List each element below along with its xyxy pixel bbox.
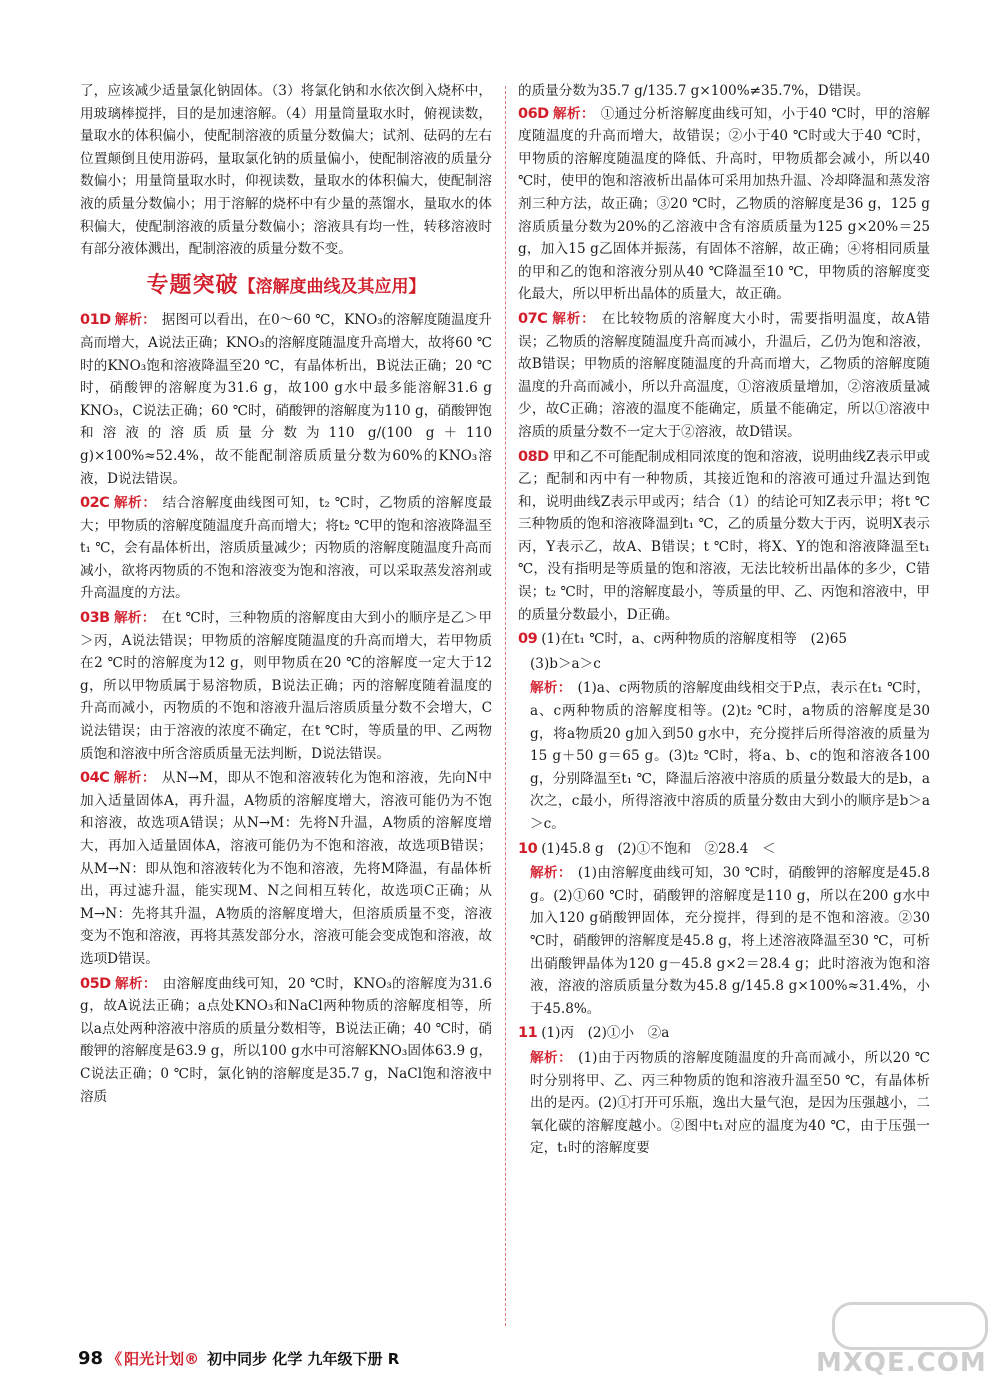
- analysis-label: 解析：: [530, 865, 572, 882]
- analysis-label: 解析：: [551, 310, 596, 327]
- section-title: 专题突破: [146, 272, 239, 298]
- analysis-label: 解析：: [113, 610, 156, 627]
- answer-text: 据图可以看出，在0～60 ℃，KNO₃的溶解度随温度升高而增大，A说法正确；KNO₃的溶解度随温度升高增大，故将60 ℃时的KNO₃饱和溶液降温至20 ℃，有晶体析出，B说法正确；20 ℃时，硝酸钾的溶解度为31.6 g，故100 g水中最多能溶解31.6 g KNO₃，C说法正确；60 ℃时，硝酸钾的溶解度为110 g，硝酸钾饱和溶液的溶质质量分数为110 g/(100 g＋110 g)×100%≈52.4%，故不能配制溶质质量分数为60%的KNO₃溶液，D说法错误。: [80, 312, 493, 487]
- analysis-label: 解析：: [114, 975, 157, 992]
- answer-item: [518, 103, 930, 306]
- answer-text: (3)b＞a＞c: [530, 655, 601, 672]
- answer-item: [518, 677, 930, 835]
- answer-number: 06D: [518, 105, 549, 122]
- column-divider: [505, 86, 506, 1326]
- brand-name: 阳光计划®: [124, 1350, 200, 1368]
- watermark-text: MXQE.COM: [816, 1348, 987, 1378]
- answer-number: 08D: [518, 448, 549, 465]
- book-info: 初中同步 化学 九年级下册 R: [207, 1350, 400, 1368]
- section-heading: [80, 272, 492, 300]
- watermark-badge-icon: [832, 1302, 988, 1350]
- answer-text: 在比较物质的溶解度大小时，需要指明温度，故A错误；乙物质的溶解度随温度升高而减小，升温后，乙仍为饱和溶液，故B错误；甲物质的溶解度随温度的升高而增大，乙物质的溶解度随温度的升高而减小，所以升高温度，①溶液质量增加，②溶液质量减少，故C正确；溶液的温度不能确定，质量不能确定，所以①溶液中溶质的质量分数不一定大于②溶液，故D错误。: [518, 310, 930, 440]
- analysis-label: 解析：: [530, 1049, 573, 1066]
- answer-number: 09: [518, 631, 538, 648]
- answer-number: 10: [518, 840, 538, 857]
- analysis-label: 解析：: [114, 312, 156, 329]
- answer-number: 03B: [80, 610, 110, 627]
- answer-number: 04C: [80, 770, 110, 787]
- answer-number: 02C: [80, 495, 110, 512]
- analysis-label: 解析：: [113, 770, 156, 787]
- answer-text: (1)丙 (2)①小 ②a: [541, 1025, 670, 1042]
- answer-text: ①通过分析溶解度曲线可知，小于40 ℃时，甲的溶解度随温度的升高而增大，故错误；②小于40 ℃时或大于40 ℃时，甲物质的溶解度随温度的降低、升高时，甲物质都会减小，所以40 ℃时，使甲的饱和溶液析出晶体可采用加热升温、冷却降温和蒸发溶剂三种方法，故正确；③20 ℃时，乙物质的溶解度是36 g，125 g溶质质量分数为20%的乙溶液中含有溶质质量为125 g×20%＝25 g，加入15 g乙固体并振荡，有固体不溶解，故正确；④将相同质量的甲和乙的饱和溶液分别从40 ℃降温至10 ℃，甲物质的溶解度变化最大，所以甲析出晶体的质量大，故正确。: [518, 105, 930, 303]
- answer-text: 从N→M，即从不饱和溶液转化为饱和溶液，先向N中加入适量固体A，再升温，A物质的溶解度增大，溶液可能仍为不饱和溶液，故选项A错误；从N→M：先将N升温，A物质的溶解度增大，再加入适量固体A，溶液可能仍为不饱和溶液，故选项B错误；从M→N：即从饱和溶液转化为不饱和溶液，先将M降温，有晶体析出，再过滤升温，能实现M、N之间相互转化，故选项C正确；从M→N：先将其升温，A物质的溶解度增大，但溶质质量不变，溶液变为不饱和溶液，再将其蒸发部分水，溶液可能会变成饱和溶液，故选项D错误。: [80, 770, 492, 967]
- answer-item: [518, 628, 930, 651]
- answer-text: (1)a、c两物质的溶解度曲线相交于P点，表示在t₁ ℃时，a、c两种物质的溶解度相等。(2)t₂ ℃时，a物质的溶解度是30 g，将a物质20 g加入到50 g水中，充分搅拌后所得溶液的质量为15 g＋50 g＝65 g。(3)t₂ ℃时，将a、b、c的饱和溶液各100 g，分别降温至t₁ ℃，降温后溶液中溶质的质量分数最大的是b，a次之，c最小，所得溶液中溶质的质量分数由大到小的顺序是b＞a＞c。: [530, 680, 931, 832]
- watermark-logo: [812, 1300, 998, 1384]
- right-column: [518, 80, 930, 1162]
- answer-item: [80, 767, 492, 970]
- answer-item: [80, 607, 492, 765]
- continued-paragraph: 了，应该减少适量氯化钠固体。（3）将氯化钠和水依次倒入烧杯中，用玻璃棒搅拌，目的是加速溶解。（4）用量筒量取水时，俯视读数，量取水的体积偏小，使配制溶液的质量分数偏大；试剂、砝码的左右位置颠倒且使用游码，量取氯化钠的质量偏小，使配制溶液的质量分数偏小；用量筒量取水时，仰视读数，量取水的体积偏大，使配制溶液的质量分数偏小；用于溶解的烧杯中有少量的蒸馏水，量取水的体积偏大，使配制溶液的质量分数偏小；溶液具有均一性，转移溶液时有部分液体溅出，配制溶液的质量分数不变。: [80, 83, 492, 258]
- double-chevron-icon: 《: [107, 1350, 123, 1368]
- answer-number: 01D: [80, 312, 111, 329]
- answer-text: (1)在t₁ ℃时，a、c两种物质的溶解度相等 (2)65: [541, 631, 848, 648]
- answer-item: [80, 492, 492, 605]
- answer-item: [518, 838, 930, 861]
- answer-number: 05D: [80, 975, 111, 992]
- answer-text: 结合溶解度曲线图可知，t₂ ℃时，乙物质的溶解度最大；甲物质的溶解度随温度升高而增大；将t₂ ℃甲的饱和溶液降温至t₁ ℃，会有晶体析出，溶质质量减少；丙物质的溶解度随温度升高而减小，欲将丙物质的不饱和溶液变为饱和溶液，可以采取蒸发溶剂或升高温度的方法。: [80, 495, 492, 602]
- answer-number: 11: [518, 1025, 538, 1042]
- page-number: 98: [78, 1348, 104, 1369]
- analysis-label: 解析：: [113, 495, 157, 512]
- answer-item: [80, 973, 492, 1109]
- answer-item: [518, 862, 930, 1020]
- left-column: [80, 80, 492, 1110]
- answer-item: [80, 309, 492, 490]
- analysis-label: 解析：: [530, 680, 572, 697]
- answer-item: [518, 446, 930, 627]
- answer-text: (1)由溶解度曲线可知，30 ℃时，硝酸钾的溶解度是45.8 g。(2)①60 ℃时，硝酸钾的溶解度是110 g，所以在200 g水中加入120 g硝酸钾固体，充分搅拌，得到的是不饱和溶液。②30 ℃时，硝酸钾的溶解度是45.8 g，将上述溶液降温至30 ℃，可析出硝酸钾晶体为120 g－45.8 g×2＝28.4 g；此时溶液为饱和溶液，溶液的溶质质量分数为45.8 g/145.8 g×100%≈31.4%，小于45.8%。: [530, 865, 930, 1017]
- answer-text: (1)45.8 g (2)①不饱和 ②28.4 ＜: [541, 840, 776, 857]
- answer-item: [518, 308, 930, 444]
- section-subtitle: 【溶解度曲线及其应用】: [238, 276, 426, 297]
- answer-text: 甲和乙不可能配制成相同浓度的饱和溶液，说明曲线Z表示甲或乙；配制和丙中有一种物质，其接近饱和的溶液可通过升温达到饱和，说明曲线Z表示甲或丙；结合（1）的结论可知Z表示甲；将t ℃三种物质的饱和溶液降温到t₁ ℃，乙的质量分数大于丙，说明X表示丙，Y表示乙，故A、B错误；t ℃时，将X、Y的饱和溶液降温至t₁ ℃，没有指明是等质量的饱和溶液，无法比较析出晶体的多少，C错误；t₂ ℃时，甲的溶解度最小，等质量的甲、乙、丙饱和溶液中，甲的质量分数最小，D正确。: [518, 448, 930, 623]
- left-answer-list: [80, 309, 492, 1108]
- answer-item: [518, 1047, 930, 1160]
- answer-text: 在t ℃时，三种物质的溶解度由大到小的顺序是乙＞甲＞丙，A说法错误；甲物质的溶解度随温度的升高而增大，若甲物质在2 ℃时的溶解度为12 g，则甲物质在20 ℃的溶解度一定大于12 g，所以甲物质属于易溶物质，B说法正确；丙的溶解度随着温度的升高而减小，丙物质的不饱和溶液升温后溶质质量分数不会增大，C说法错误；由于溶液的浓度不确定，在t ℃时，等质量的甲、乙两物质饱和溶液中所含溶质质量无法判断，D说法错误。: [80, 610, 492, 762]
- continued-answer: 的质量分数为35.7 g/135.7 g×100%≠35.7%，D错误。: [518, 83, 870, 99]
- answer-text: (1)由于丙物质的溶解度随温度的升高而减小，所以20 ℃时分别将甲、乙、丙三种物质的饱和溶液升温至50 ℃，有晶体析出的是丙。(2)①打开可乐瓶，逸出大量气泡，是因为压强越小，二氧化碳的溶解度越小。②图中t₁对应的温度为40 ℃，由于压强一定，t₁时的溶解度要: [530, 1049, 930, 1157]
- right-answer-list: [518, 103, 930, 1160]
- answer-number: 07C: [518, 310, 548, 327]
- page-footer: [78, 1348, 399, 1369]
- answer-item: [518, 653, 930, 676]
- analysis-label: 解析：: [552, 105, 595, 122]
- answer-text: 由溶解度曲线可知，20 ℃时，KNO₃的溶解度为31.6 g，故A说法正确；a点处KNO₃和NaCl两种物质的溶解度相等，所以a点处两种溶液中溶质的质量分数相等，B说法正确；40 ℃时，硝酸钾的溶解度是63.9 g，所以100 g水中可溶解KNO₃固体63.9 g，C说法正确；0 ℃时，氯化钠的溶解度是35.7 g，NaCl饱和溶液中溶质: [80, 975, 492, 1105]
- answer-item: [518, 1022, 930, 1045]
